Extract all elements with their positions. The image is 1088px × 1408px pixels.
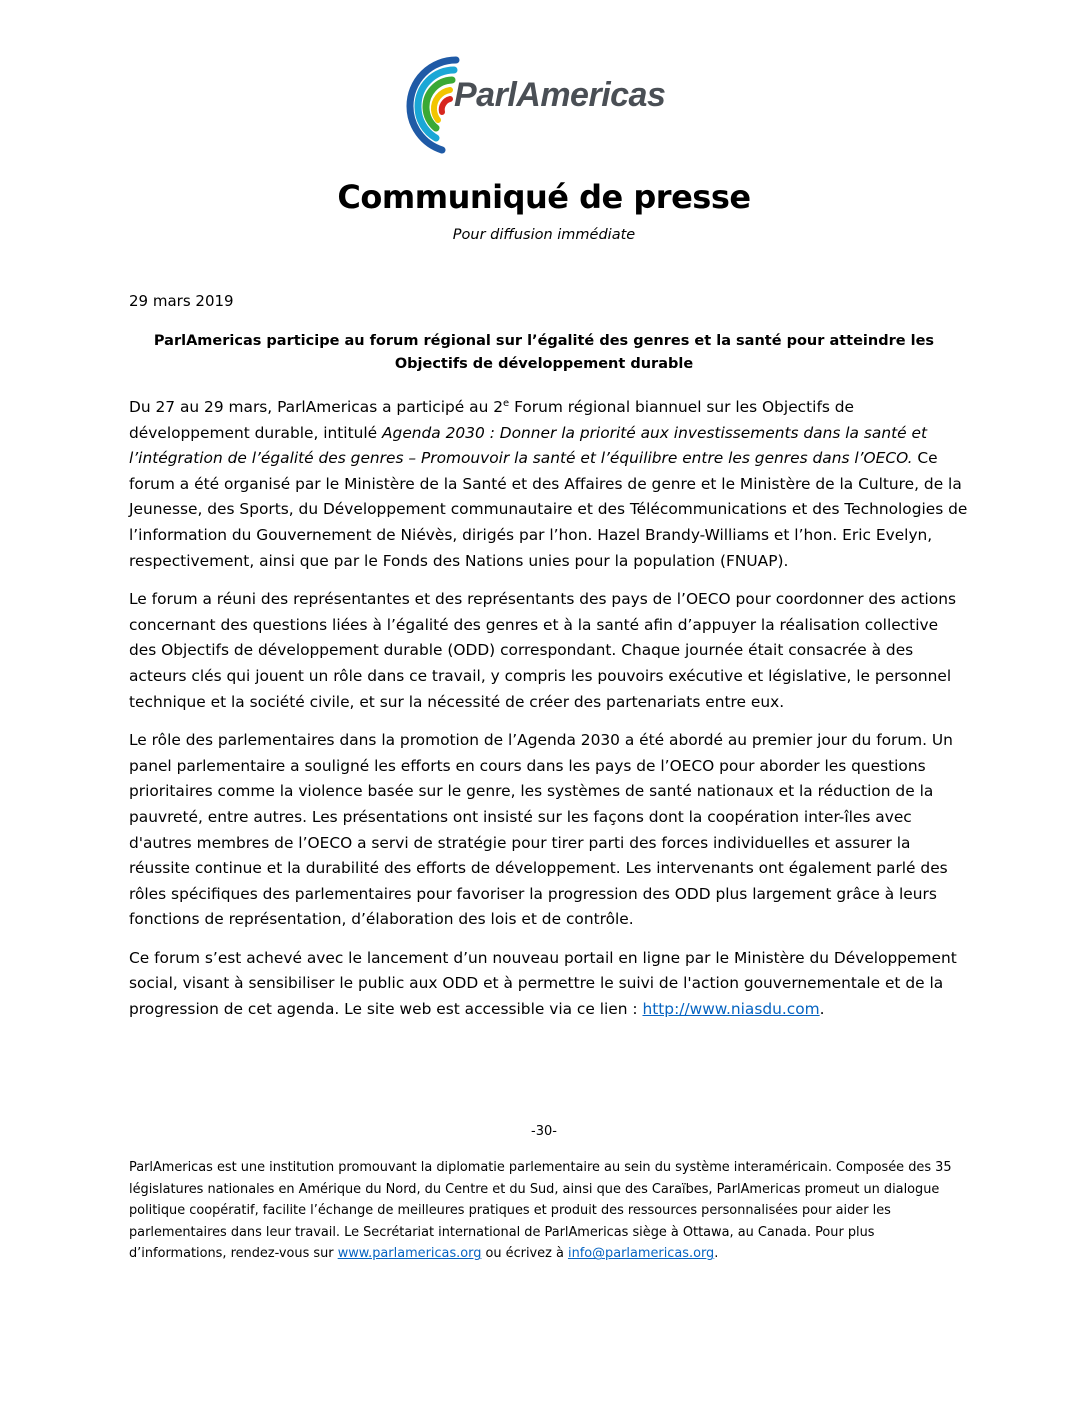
paragraph-4 <box>129 946 969 1023</box>
p1-superscript: e <box>503 397 510 409</box>
footer-mid: ou écrivez à <box>481 1246 568 1262</box>
parlamericas-logo <box>396 52 716 160</box>
niasdu-link[interactable]: http://www.niasdu.com <box>642 1000 820 1019</box>
headline: ParlAmericas participe au forum régional sur l’égalité des genres et la santé pour atteindre les Objectifs de développement durable <box>153 333 935 372</box>
parlamericas-website-link[interactable]: www.parlamericas.org <box>337 1246 482 1262</box>
footer-about <box>129 1157 969 1265</box>
logo-wordmark: ParlAmericas <box>454 76 666 114</box>
page-title: Communiqué de presse <box>337 178 751 216</box>
p4-text: Ce forum s’est achevé avec le lancement d’un nouveau portail en ligne par le Ministère du Développement social, visant à sensibiliser le public aux ODD et à permettre le suivi de l'action gouvernementale et de la progression de cet agenda. Le site web est accessible via ce lien : <box>129 948 957 1019</box>
parlamericas-email-link[interactable]: info@parlamericas.org <box>567 1246 715 1262</box>
footer-end: . <box>714 1246 719 1262</box>
p1-text-a: Du 27 au 29 mars, ParlAmericas a participé au 2 <box>129 398 504 416</box>
p1-italic-title: Agenda 2030 : Donner la priorité aux investissements dans la santé et l’intégration de l’égalité des genres – Promouvoir la santé et l’équilibre entre les genres dans l’OECO. <box>129 423 927 468</box>
paragraph-3: Le rôle des parlementaires dans la promotion de l’Agenda 2030 a été abordé au premier jour du forum. Un panel parlementaire a souligné les efforts en cours dans les pays de l’OECO pour aborder les questions prioritaires comme la violence basée sur le genre, les systèmes de santé nationaux et la réduction de la pauvreté, entre autres. Les présentations ont insisté sur les façons dont la coopération inter-îles avec d'autres membres de l’OECO a servi de stratégie pour tirer parti des forces individuelles et assurer la réussite continue et la durabilité des efforts de développement. Les intervenants ont également parlé des rôles spécifiques des parlementaires pour favoriser la progression des ODD plus largement grâce à leurs fonctions de représentation, d’élaboration des lois et de contrôle. <box>129 731 953 929</box>
footer-text: ParlAmericas est une institution promouvant la diplomatie parlementaire au sein du système interaméricain. Composée des 35 législatures nationales en Amérique du Nord, du Centre et du Sud, ainsi que des Caraïbes, ParlAmericas promeut un dialogue politique coopératif, facilite l’échange de meilleures pratiques et produit des ressources personnalisées pour aider les parlementaires dans leur travail. Le Secrétariat international de ParlAmericas siège à Ottawa, au Canada. Pour plus d’informations, rendez-vous sur <box>129 1160 952 1262</box>
p1-text-c: Ce forum a été organisé par le Ministère de la Santé et des Affaires de genre et le Ministère de la Culture, de la Jeunesse, des Sports, du Développement communautaire et des Télécommunications et des Technologies de l’information du Gouvernement de Niévès, dirigés par l’hon. Hazel Brandy-Williams et l’hon. Eric Evelyn, respectivement, ainsi que par le Fonds des Nations unies pour la population (FNUAP). <box>129 449 968 570</box>
paragraph-1 <box>129 395 969 574</box>
page-subtitle: Pour diffusion immédiate <box>452 227 636 243</box>
p4-end: . <box>819 1000 825 1019</box>
paragraph-2: Le forum a réuni des représentantes et des représentants des pays de l’OECO pour coordonner des actions concernant des questions liées à l’égalité des genres et à la santé afin d’appuyer la réalisation collective des Objectifs de développement durable (ODD) correspondant. Chaque journée était consacrée à des acteurs clés qui jouent un rôle dans ce travail, y compris les pouvoirs exécutive et législative, le personnel technique et la société civile, et sur la nécessité de créer des partenariats entre eux. <box>129 590 956 711</box>
p1-text-b: Forum régional biannuel sur les Objectifs de développement durable, intitulé <box>129 398 855 442</box>
body-text <box>129 395 969 1036</box>
release-date: 29 mars 2019 <box>129 292 234 310</box>
end-marker: -30- <box>531 1124 557 1139</box>
